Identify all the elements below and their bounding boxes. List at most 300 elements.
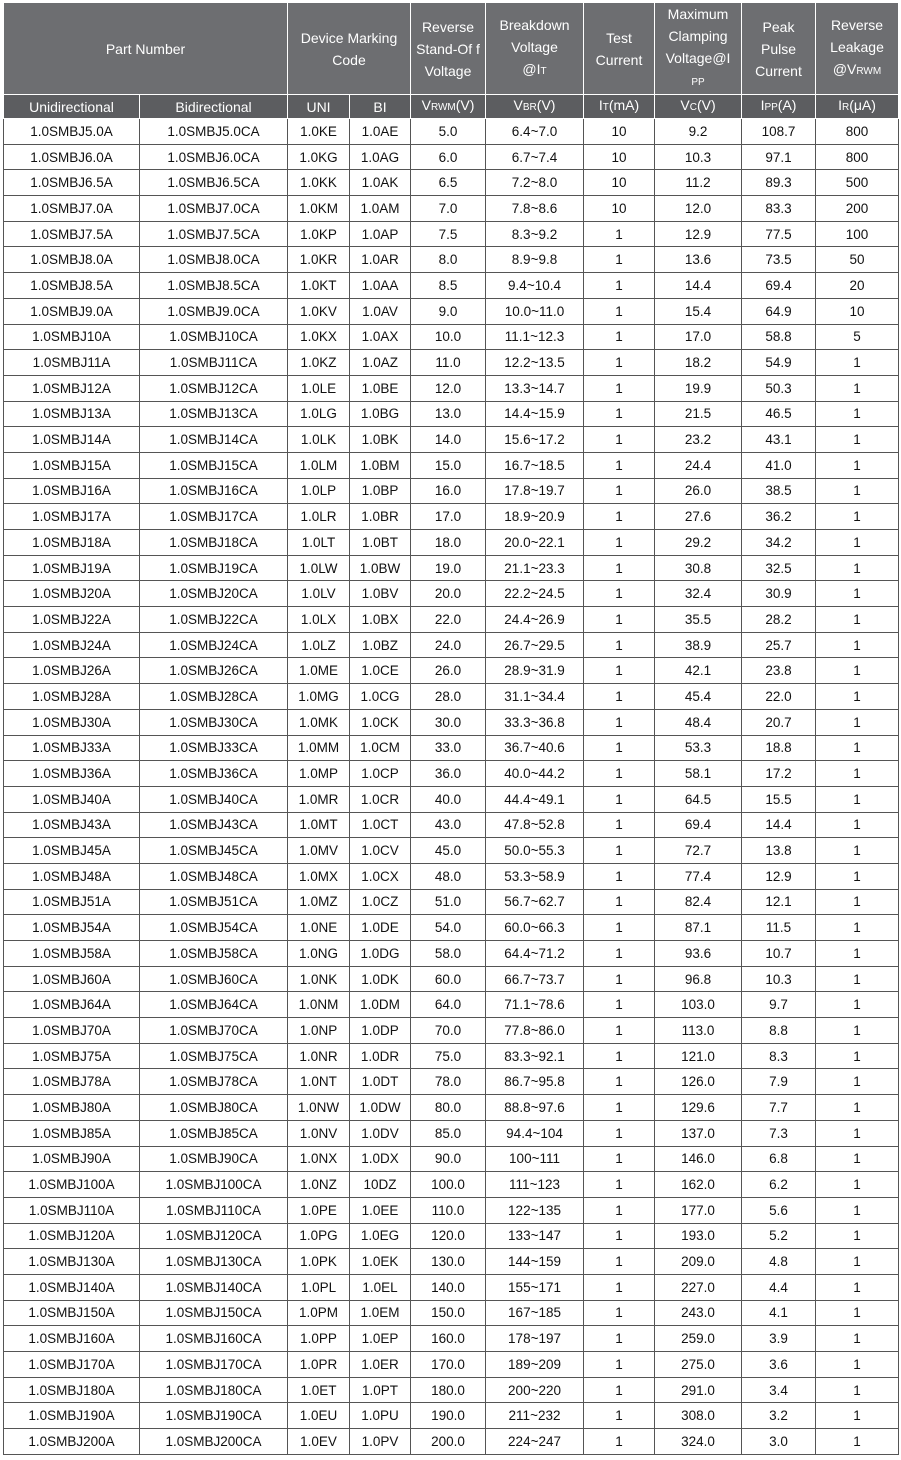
cell-ipp: 25.7 (742, 632, 816, 658)
cell-unidirectional-part: 1.0SMBJ36A (4, 761, 140, 787)
cell-marking-uni: 1.0NX (288, 1146, 350, 1172)
cell-bidirectional-part: 1.0SMBJ70CA (140, 1018, 288, 1044)
cell-marking-uni: 1.0MZ (288, 889, 350, 915)
table-row (4, 1274, 899, 1300)
cell-unidirectional-part: 1.0SMBJ75A (4, 1043, 140, 1069)
cell-unidirectional-part: 1.0SMBJ13A (4, 401, 140, 427)
cell-vc: 193.0 (655, 1223, 742, 1249)
cell-it: 1 (584, 607, 655, 633)
cell-vc: 308.0 (655, 1403, 742, 1429)
cell-vrwm: 150.0 (411, 1300, 486, 1326)
cell-ir: 500 (816, 170, 899, 196)
cell-vc: 137.0 (655, 1120, 742, 1146)
cell-marking-bi: 1.0DG (350, 941, 411, 967)
spec-table (3, 2, 899, 1455)
cell-bidirectional-part: 1.0SMBJ19CA (140, 555, 288, 581)
cell-unidirectional-part: 1.0SMBJ5.0A (4, 119, 140, 145)
cell-vrwm: 24.0 (411, 632, 486, 658)
cell-vc: 9.2 (655, 119, 742, 145)
cell-vrwm: 100.0 (411, 1172, 486, 1198)
cell-bidirectional-part: 1.0SMBJ17CA (140, 504, 288, 530)
cell-marking-bi: 1.0AE (350, 119, 411, 145)
cell-vrwm: 45.0 (411, 838, 486, 864)
cell-bidirectional-part: 1.0SMBJ78CA (140, 1069, 288, 1095)
table-row (4, 273, 899, 299)
cell-ipp: 7.3 (742, 1120, 816, 1146)
cell-bidirectional-part: 1.0SMBJ110CA (140, 1197, 288, 1223)
cell-marking-bi: 1.0AX (350, 324, 411, 350)
cell-vbr: 133~147 (486, 1223, 584, 1249)
cell-vrwm: 19.0 (411, 555, 486, 581)
cell-vrwm: 5.0 (411, 119, 486, 145)
cell-it: 1 (584, 1172, 655, 1198)
cell-vrwm: 36.0 (411, 761, 486, 787)
cell-vrwm: 48.0 (411, 863, 486, 889)
cell-it: 1 (584, 761, 655, 787)
cell-bidirectional-part: 1.0SMBJ150CA (140, 1300, 288, 1326)
cell-it: 1 (584, 1377, 655, 1403)
cell-vbr: 94.4~104 (486, 1120, 584, 1146)
cell-marking-bi: 1.0CM (350, 735, 411, 761)
cell-marking-bi: 1.0CK (350, 709, 411, 735)
cell-marking-uni: 1.0KE (288, 119, 350, 145)
header-breakdown-label: Breakdown Voltage (499, 17, 570, 55)
cell-marking-uni: 1.0KG (288, 144, 350, 170)
cell-marking-uni: 1.0MR (288, 786, 350, 812)
table-row (4, 992, 899, 1018)
cell-ir: 1 (816, 1249, 899, 1275)
cell-vbr: 155~171 (486, 1274, 584, 1300)
cell-ipp: 10.3 (742, 966, 816, 992)
cell-ir: 1 (816, 504, 899, 530)
cell-unidirectional-part: 1.0SMBJ6.5A (4, 170, 140, 196)
cell-it: 1 (584, 530, 655, 556)
cell-it: 1 (584, 941, 655, 967)
cell-vc: 227.0 (655, 1274, 742, 1300)
cell-ir: 1 (816, 555, 899, 581)
table-row (4, 1300, 899, 1326)
cell-ipp: 54.9 (742, 350, 816, 376)
table-row (4, 1429, 899, 1455)
cell-vc: 146.0 (655, 1146, 742, 1172)
cell-bidirectional-part: 1.0SMBJ36CA (140, 761, 288, 787)
cell-bidirectional-part: 1.0SMBJ13CA (140, 401, 288, 427)
cell-it: 1 (584, 1249, 655, 1275)
cell-bidirectional-part: 1.0SMBJ22CA (140, 607, 288, 633)
cell-marking-uni: 1.0EU (288, 1403, 350, 1429)
cell-vrwm: 140.0 (411, 1274, 486, 1300)
cell-ipp: 73.5 (742, 247, 816, 273)
cell-marking-bi: 1.0BG (350, 401, 411, 427)
cell-ir: 20 (816, 273, 899, 299)
cell-marking-uni: 1.0NZ (288, 1172, 350, 1198)
table-row (4, 1352, 899, 1378)
cell-ipp: 15.5 (742, 786, 816, 812)
cell-marking-bi: 1.0EE (350, 1197, 411, 1223)
cell-ir: 1 (816, 966, 899, 992)
cell-ipp: 3.9 (742, 1326, 816, 1352)
cell-unidirectional-part: 1.0SMBJ43A (4, 812, 140, 838)
cell-vbr: 83.3~92.1 (486, 1043, 584, 1069)
cell-it: 1 (584, 478, 655, 504)
cell-unidirectional-part: 1.0SMBJ51A (4, 889, 140, 915)
header-breakdown-at: @I (522, 61, 541, 77)
cell-vbr: 12.2~13.5 (486, 350, 584, 376)
cell-marking-uni: 1.0LV (288, 581, 350, 607)
cell-vc: 69.4 (655, 812, 742, 838)
cell-marking-bi: 1.0AM (350, 196, 411, 222)
cell-vrwm: 110.0 (411, 1197, 486, 1223)
header-max-clamp-sub: PP (691, 77, 705, 88)
cell-ir: 1 (816, 350, 899, 376)
cell-vrwm: 85.0 (411, 1120, 486, 1146)
cell-marking-uni: 1.0MM (288, 735, 350, 761)
unit-ipp (742, 95, 816, 119)
cell-vc: 243.0 (655, 1300, 742, 1326)
cell-ipp: 3.4 (742, 1377, 816, 1403)
cell-marking-uni: 1.0PM (288, 1300, 350, 1326)
cell-marking-uni: 1.0KR (288, 247, 350, 273)
table-row (4, 170, 899, 196)
cell-vc: 27.6 (655, 504, 742, 530)
unit-vc-sym: V (680, 97, 690, 113)
cell-ipp: 108.7 (742, 119, 816, 145)
cell-marking-bi: 1.0CX (350, 863, 411, 889)
cell-ipp: 3.0 (742, 1429, 816, 1455)
cell-vbr: 14.4~15.9 (486, 401, 584, 427)
table-row (4, 1018, 899, 1044)
cell-marking-uni: 1.0LE (288, 375, 350, 401)
cell-vrwm: 200.0 (411, 1429, 486, 1455)
cell-ipp: 83.3 (742, 196, 816, 222)
cell-vbr: 21.1~23.3 (486, 555, 584, 581)
cell-marking-bi: 1.0DR (350, 1043, 411, 1069)
table-row (4, 1043, 899, 1069)
cell-ir: 1 (816, 607, 899, 633)
cell-vrwm: 14.0 (411, 427, 486, 453)
cell-marking-uni: 1.0KK (288, 170, 350, 196)
cell-ir: 1 (816, 1120, 899, 1146)
cell-vbr: 6.7~7.4 (486, 144, 584, 170)
cell-marking-uni: 1.0MT (288, 812, 350, 838)
cell-vc: 93.6 (655, 941, 742, 967)
cell-marking-uni: 1.0KZ (288, 350, 350, 376)
cell-bidirectional-part: 1.0SMBJ120CA (140, 1223, 288, 1249)
cell-bidirectional-part: 1.0SMBJ54CA (140, 915, 288, 941)
header-code-bi: BI (350, 95, 411, 119)
cell-marking-uni: 1.0KM (288, 196, 350, 222)
cell-marking-uni: 1.0KT (288, 273, 350, 299)
cell-vrwm: 7.5 (411, 221, 486, 247)
cell-unidirectional-part: 1.0SMBJ78A (4, 1069, 140, 1095)
cell-vc: 42.1 (655, 658, 742, 684)
cell-unidirectional-part: 1.0SMBJ58A (4, 941, 140, 967)
cell-unidirectional-part: 1.0SMBJ6.0A (4, 144, 140, 170)
header-breakdown (486, 3, 584, 95)
cell-bidirectional-part: 1.0SMBJ14CA (140, 427, 288, 453)
cell-marking-bi: 1.0BE (350, 375, 411, 401)
cell-marking-bi: 1.0EK (350, 1249, 411, 1275)
cell-vbr: 13.3~14.7 (486, 375, 584, 401)
cell-it: 1 (584, 992, 655, 1018)
cell-unidirectional-part: 1.0SMBJ90A (4, 1146, 140, 1172)
unit-it-sym: I (598, 97, 603, 113)
cell-it: 1 (584, 221, 655, 247)
cell-unidirectional-part: 1.0SMBJ9.0A (4, 298, 140, 324)
table-row (4, 941, 899, 967)
cell-bidirectional-part: 1.0SMBJ6.5CA (140, 170, 288, 196)
cell-marking-uni: 1.0NV (288, 1120, 350, 1146)
cell-vrwm: 6.0 (411, 144, 486, 170)
cell-it: 1 (584, 1043, 655, 1069)
cell-it: 1 (584, 915, 655, 941)
cell-bidirectional-part: 1.0SMBJ100CA (140, 1172, 288, 1198)
cell-vc: 35.5 (655, 607, 742, 633)
cell-marking-bi: 1.0AR (350, 247, 411, 273)
cell-ipp: 64.9 (742, 298, 816, 324)
cell-ipp: 36.2 (742, 504, 816, 530)
header-uni: Unidirectional (4, 95, 140, 119)
table-row (4, 966, 899, 992)
cell-marking-bi: 1.0BW (350, 555, 411, 581)
cell-marking-uni: 1.0LT (288, 530, 350, 556)
cell-unidirectional-part: 1.0SMBJ12A (4, 375, 140, 401)
cell-ir: 1 (816, 786, 899, 812)
cell-marking-uni: 1.0NG (288, 941, 350, 967)
cell-ir: 1 (816, 1352, 899, 1378)
cell-vbr: 77.8~86.0 (486, 1018, 584, 1044)
cell-vc: 64.5 (655, 786, 742, 812)
cell-vc: 87.1 (655, 915, 742, 941)
cell-vc: 53.3 (655, 735, 742, 761)
cell-marking-uni: 1.0NR (288, 1043, 350, 1069)
unit-vc (655, 95, 742, 119)
table-row (4, 401, 899, 427)
cell-ipp: 58.8 (742, 324, 816, 350)
cell-bidirectional-part: 1.0SMBJ60CA (140, 966, 288, 992)
cell-vbr: 167~185 (486, 1300, 584, 1326)
cell-vbr: 178~197 (486, 1326, 584, 1352)
cell-ipp: 9.7 (742, 992, 816, 1018)
cell-vbr: 40.0~44.2 (486, 761, 584, 787)
cell-vbr: 56.7~62.7 (486, 889, 584, 915)
cell-bidirectional-part: 1.0SMBJ8.0CA (140, 247, 288, 273)
cell-marking-bi: 1.0CE (350, 658, 411, 684)
cell-bidirectional-part: 1.0SMBJ16CA (140, 478, 288, 504)
cell-marking-uni: 1.0PE (288, 1197, 350, 1223)
cell-marking-bi: 1.0AP (350, 221, 411, 247)
table-row (4, 581, 899, 607)
cell-vrwm: 40.0 (411, 786, 486, 812)
cell-unidirectional-part: 1.0SMBJ180A (4, 1377, 140, 1403)
cell-ipp: 4.1 (742, 1300, 816, 1326)
unit-ir-sub: R (841, 102, 850, 113)
cell-vrwm: 70.0 (411, 1018, 486, 1044)
cell-it: 1 (584, 375, 655, 401)
cell-it: 1 (584, 1352, 655, 1378)
cell-ipp: 4.8 (742, 1249, 816, 1275)
cell-unidirectional-part: 1.0SMBJ20A (4, 581, 140, 607)
cell-ir: 800 (816, 119, 899, 145)
cell-it: 1 (584, 1018, 655, 1044)
cell-marking-bi: 1.0DW (350, 1095, 411, 1121)
cell-ir: 1 (816, 1146, 899, 1172)
cell-it: 1 (584, 401, 655, 427)
cell-it: 1 (584, 324, 655, 350)
cell-vbr: 66.7~73.7 (486, 966, 584, 992)
cell-marking-bi: 1.0EP (350, 1326, 411, 1352)
cell-bidirectional-part: 1.0SMBJ5.0CA (140, 119, 288, 145)
cell-ir: 1 (816, 735, 899, 761)
cell-ipp: 20.7 (742, 709, 816, 735)
cell-ipp: 5.2 (742, 1223, 816, 1249)
cell-ipp: 69.4 (742, 273, 816, 299)
cell-bidirectional-part: 1.0SMBJ51CA (140, 889, 288, 915)
cell-marking-uni: 1.0PK (288, 1249, 350, 1275)
table-row (4, 504, 899, 530)
cell-it: 1 (584, 863, 655, 889)
cell-ir: 1 (816, 992, 899, 1018)
table-row (4, 375, 899, 401)
cell-vc: 72.7 (655, 838, 742, 864)
cell-unidirectional-part: 1.0SMBJ48A (4, 863, 140, 889)
cell-ir: 1 (816, 684, 899, 710)
cell-it: 1 (584, 838, 655, 864)
cell-vc: 259.0 (655, 1326, 742, 1352)
table-row (4, 786, 899, 812)
table-row (4, 1069, 899, 1095)
cell-vbr: 18.9~20.9 (486, 504, 584, 530)
cell-vrwm: 17.0 (411, 504, 486, 530)
cell-ir: 1 (816, 1326, 899, 1352)
cell-ir: 1 (816, 581, 899, 607)
cell-ir: 10 (816, 298, 899, 324)
cell-ipp: 11.5 (742, 915, 816, 941)
cell-unidirectional-part: 1.0SMBJ60A (4, 966, 140, 992)
cell-unidirectional-part: 1.0SMBJ64A (4, 992, 140, 1018)
cell-vc: 12.9 (655, 221, 742, 247)
cell-marking-bi: 1.0CP (350, 761, 411, 787)
cell-vc: 45.4 (655, 684, 742, 710)
cell-it: 1 (584, 1326, 655, 1352)
cell-unidirectional-part: 1.0SMBJ45A (4, 838, 140, 864)
unit-vc-unit: (V) (696, 97, 716, 113)
cell-it: 1 (584, 786, 655, 812)
cell-vc: 38.9 (655, 632, 742, 658)
cell-it: 1 (584, 1300, 655, 1326)
cell-it: 1 (584, 581, 655, 607)
cell-bidirectional-part: 1.0SMBJ160CA (140, 1326, 288, 1352)
cell-bidirectional-part: 1.0SMBJ48CA (140, 863, 288, 889)
cell-it: 1 (584, 1069, 655, 1095)
cell-ir: 1 (816, 1069, 899, 1095)
table-row (4, 427, 899, 453)
cell-bidirectional-part: 1.0SMBJ6.0CA (140, 144, 288, 170)
cell-marking-bi: 1.0EM (350, 1300, 411, 1326)
cell-marking-bi: 1.0DV (350, 1120, 411, 1146)
unit-vbr-sub: BR (522, 102, 537, 113)
cell-marking-uni: 1.0LP (288, 478, 350, 504)
cell-vc: 19.9 (655, 375, 742, 401)
cell-it: 1 (584, 273, 655, 299)
cell-vrwm: 58.0 (411, 941, 486, 967)
cell-vbr: 122~135 (486, 1197, 584, 1223)
unit-vrwm-sub: RWM (430, 102, 456, 113)
cell-ipp: 17.2 (742, 761, 816, 787)
cell-vc: 26.0 (655, 478, 742, 504)
cell-vbr: 33.3~36.8 (486, 709, 584, 735)
cell-vc: 30.8 (655, 555, 742, 581)
cell-vbr: 144~159 (486, 1249, 584, 1275)
cell-ipp: 97.1 (742, 144, 816, 170)
cell-ipp: 7.7 (742, 1095, 816, 1121)
cell-vbr: 15.6~17.2 (486, 427, 584, 453)
cell-unidirectional-part: 1.0SMBJ26A (4, 658, 140, 684)
cell-ir: 1 (816, 452, 899, 478)
cell-vc: 21.5 (655, 401, 742, 427)
cell-ir: 1 (816, 1018, 899, 1044)
cell-it: 1 (584, 889, 655, 915)
cell-it: 1 (584, 1095, 655, 1121)
cell-ir: 1 (816, 1223, 899, 1249)
cell-ipp: 30.9 (742, 581, 816, 607)
cell-vbr: 111~123 (486, 1172, 584, 1198)
table-row (4, 1120, 899, 1146)
cell-vbr: 24.4~26.9 (486, 607, 584, 633)
unit-vrwm-unit: (V) (455, 97, 475, 113)
cell-bidirectional-part: 1.0SMBJ7.5CA (140, 221, 288, 247)
cell-bidirectional-part: 1.0SMBJ130CA (140, 1249, 288, 1275)
cell-it: 1 (584, 427, 655, 453)
table-row (4, 530, 899, 556)
cell-bidirectional-part: 1.0SMBJ140CA (140, 1274, 288, 1300)
cell-vrwm: 11.0 (411, 350, 486, 376)
cell-vbr: 100~111 (486, 1146, 584, 1172)
cell-ir: 1 (816, 709, 899, 735)
cell-ipp: 3.6 (742, 1352, 816, 1378)
cell-ir: 1 (816, 530, 899, 556)
table-row (4, 709, 899, 735)
cell-it: 1 (584, 632, 655, 658)
cell-bidirectional-part: 1.0SMBJ12CA (140, 375, 288, 401)
header-bi: Bidirectional (140, 95, 288, 119)
cell-vc: 291.0 (655, 1377, 742, 1403)
cell-ipp: 18.8 (742, 735, 816, 761)
cell-marking-uni: 1.0NW (288, 1095, 350, 1121)
cell-ir: 1 (816, 1095, 899, 1121)
cell-marking-bi: 1.0AG (350, 144, 411, 170)
cell-vc: 126.0 (655, 1069, 742, 1095)
cell-ipp: 77.5 (742, 221, 816, 247)
unit-vbr-unit: (V) (536, 97, 556, 113)
cell-ipp: 46.5 (742, 401, 816, 427)
cell-it: 1 (584, 504, 655, 530)
cell-unidirectional-part: 1.0SMBJ30A (4, 709, 140, 735)
cell-marking-uni: 1.0LK (288, 427, 350, 453)
table-row (4, 1146, 899, 1172)
cell-marking-uni: 1.0MX (288, 863, 350, 889)
cell-vrwm: 51.0 (411, 889, 486, 915)
header-reverse-standoff: Reverse Stand-Of f Voltage (411, 3, 486, 95)
cell-ipp: 50.3 (742, 375, 816, 401)
table-row (4, 1326, 899, 1352)
cell-vbr: 36.7~40.6 (486, 735, 584, 761)
cell-vc: 23.2 (655, 427, 742, 453)
cell-ir: 1 (816, 375, 899, 401)
cell-vbr: 7.8~8.6 (486, 196, 584, 222)
header-row-main (4, 3, 899, 95)
header-rev-leak (816, 3, 899, 95)
